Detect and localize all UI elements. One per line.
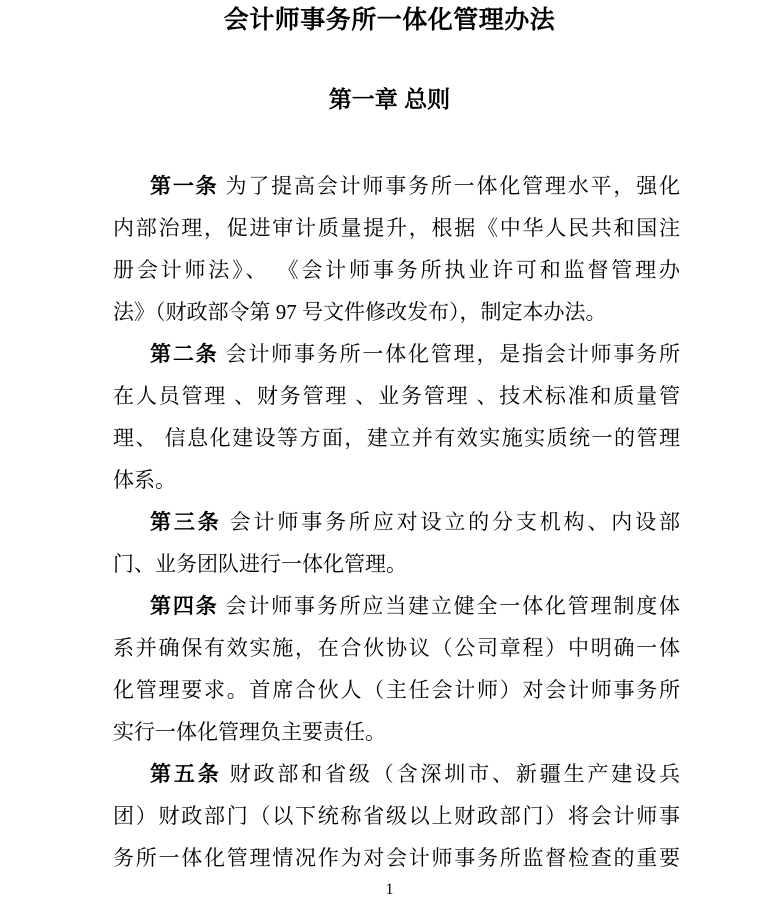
body-line: 团）财政部门（以下统称省级以上财政部门）将会计师事	[113, 804, 680, 828]
body-line: 理、 信息化建设等方面，建立并有效实施实质统一的管理	[113, 426, 680, 450]
body-line: 第一条 为了提高会计师事务所一体化管理水平，强化	[150, 174, 680, 198]
body-line: 第四条 会计师事务所应当建立健全一体化管理制度体	[150, 594, 680, 618]
body-line: 第五条 财政部和省级（含深圳市、新疆生产建设兵	[150, 762, 680, 786]
document-title: 会计师事务所一体化管理办法	[223, 7, 556, 34]
article-number: 第二条	[150, 342, 219, 366]
page-number: 1	[385, 881, 394, 898]
body-line: 门、业务团队进行一体化管理。	[113, 552, 407, 576]
body-line: 第二条 会计师事务所一体化管理，是指会计师事务所	[150, 342, 680, 366]
body-line: 务所一体化管理情况作为对会计师事务所监督检查的重要	[113, 846, 680, 870]
chapter-heading: 第一章 总则	[328, 86, 451, 112]
article-number: 第三条	[150, 510, 222, 534]
article-number: 第一条	[150, 174, 219, 198]
body-line: 在人员管理 、财务管理 、业务管理 、技术标准和质量管	[113, 384, 680, 408]
body-line: 法》（财政部令第 97 号文件修改发布），制定本办法。	[113, 300, 607, 324]
article-number: 第五条	[150, 762, 222, 786]
body-line: 系并确保有效实施，在合伙协议（公司章程）中明确一体	[113, 636, 680, 660]
article-number: 第四条	[150, 594, 219, 618]
body-line: 化管理要求。首席合伙人（主任会计师）对会计师事务所	[113, 678, 680, 702]
body-line: 实行一体化管理负主要责任。	[113, 720, 386, 744]
body-line: 体系。	[113, 468, 176, 492]
body-line: 第三条 会计师事务所应对设立的分支机构、内设部	[150, 510, 680, 534]
document-body	[113, 165, 680, 879]
body-line: 册会计师法》、 《会计师事务所执业许可和监督管理办	[113, 258, 680, 282]
body-line: 内部治理，促进审计质量提升，根据《中华人民共和国注	[113, 216, 680, 240]
